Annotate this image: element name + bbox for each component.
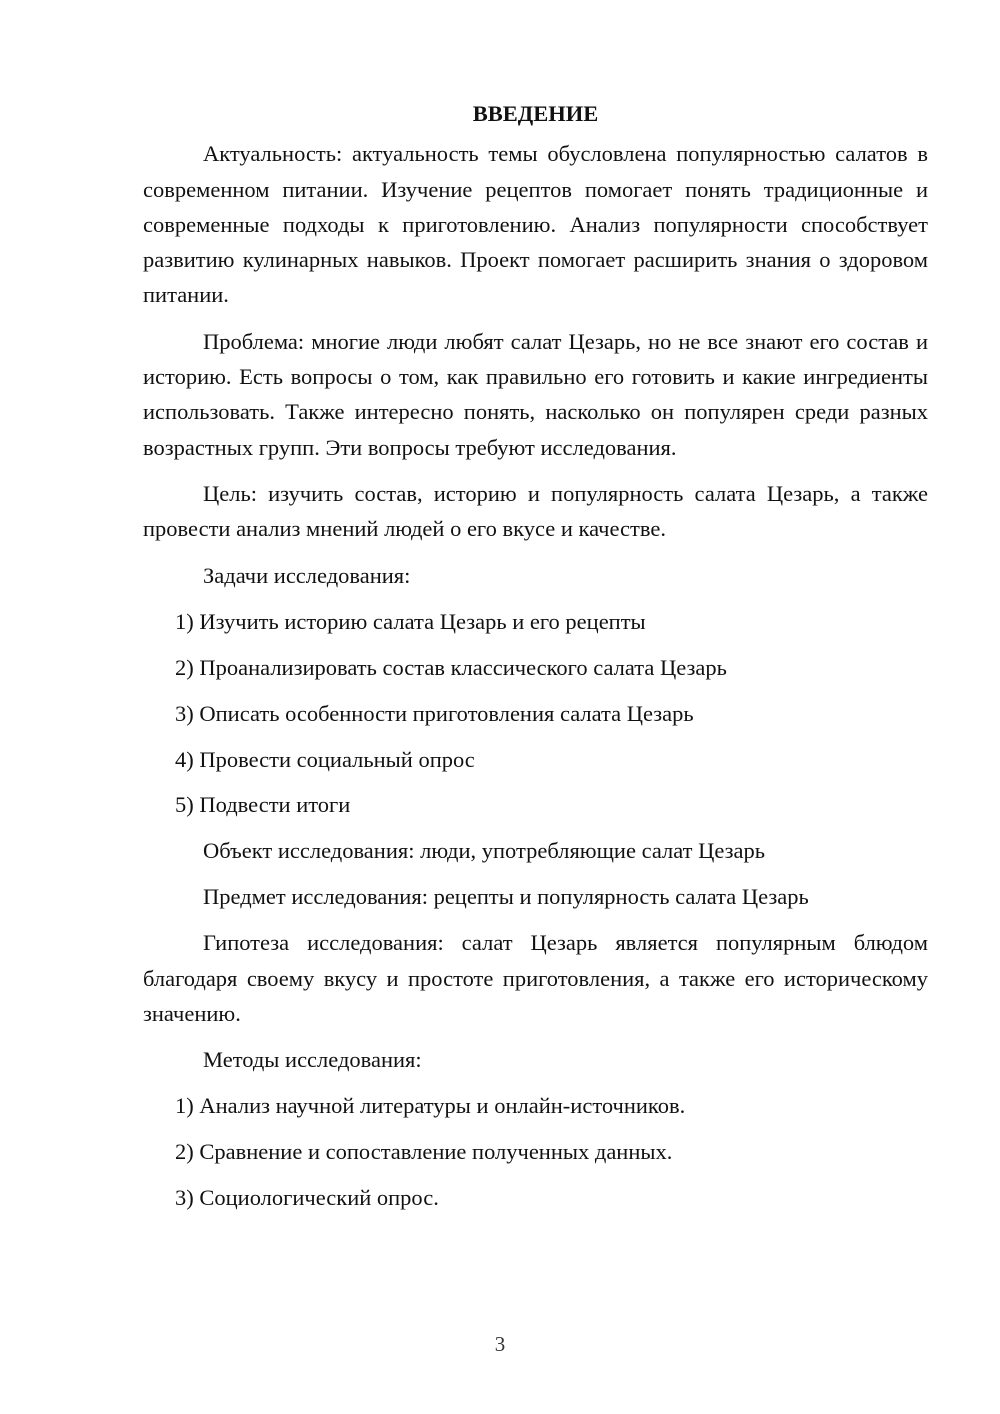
page-number: 3	[494, 1332, 506, 1356]
method-item-3: 3) Социологический опрос.	[175, 1185, 439, 1211]
task-item-1: 1) Изучить историю салата Цезарь и его рецепты	[175, 608, 646, 634]
goal-paragraph: Цель: изучить состав, историю и популярность салата Цезарь, а также провести анализ мнений людей о его вкусе и качестве.	[143, 480, 928, 542]
method-item-2: 2) Сравнение и сопоставление полученных данных.	[175, 1139, 673, 1165]
task-item-4: 4) Провести социальный опрос	[175, 746, 475, 772]
task-item-2: 2) Проанализировать состав классического салата Цезарь	[175, 654, 727, 680]
task-item-5: 5) Подвести итоги	[175, 792, 351, 818]
methods-heading: Методы исследования:	[203, 1047, 422, 1073]
problem-paragraph: Проблема: многие люди любят салат Цезарь, но не все знают его состав и историю. Есть вопросы о том, как правильно его готовить и какие ингредиенты использовать. Также интересно понять, насколько он популярен среди разных возрастных групп. Эти вопросы требуют исследования.	[143, 328, 928, 460]
tasks-heading: Задачи исследования:	[203, 562, 411, 588]
research-object: Объект исследования: люди, употребляющие салат Цезарь	[203, 838, 766, 864]
method-item-1: 1) Анализ научной литературы и онлайн-источников.	[175, 1093, 686, 1119]
hypothesis-paragraph: Гипотеза исследования: салат Цезарь является популярным блюдом благодаря своему вкусу и простоте приготовления, а также его историческому значению.	[143, 930, 928, 1027]
research-subject: Предмет исследования: рецепты и популярность салата Цезарь	[203, 884, 809, 910]
page-content	[143, 96, 928, 1226]
section-title: ВВЕДЕНИЕ	[472, 101, 599, 126]
task-item-3: 3) Описать особенности приготовления салата Цезарь	[175, 700, 694, 726]
relevance-paragraph: Актуальность: актуальность темы обусловлена популярностью салатов в современном питании. Изучение рецептов помогает понять традиционные и современные подходы к приготовлению. Анализ популярности способствует развитию кулинарных навыков. Проект помогает расширить знания о здоровом питании.	[143, 141, 928, 308]
